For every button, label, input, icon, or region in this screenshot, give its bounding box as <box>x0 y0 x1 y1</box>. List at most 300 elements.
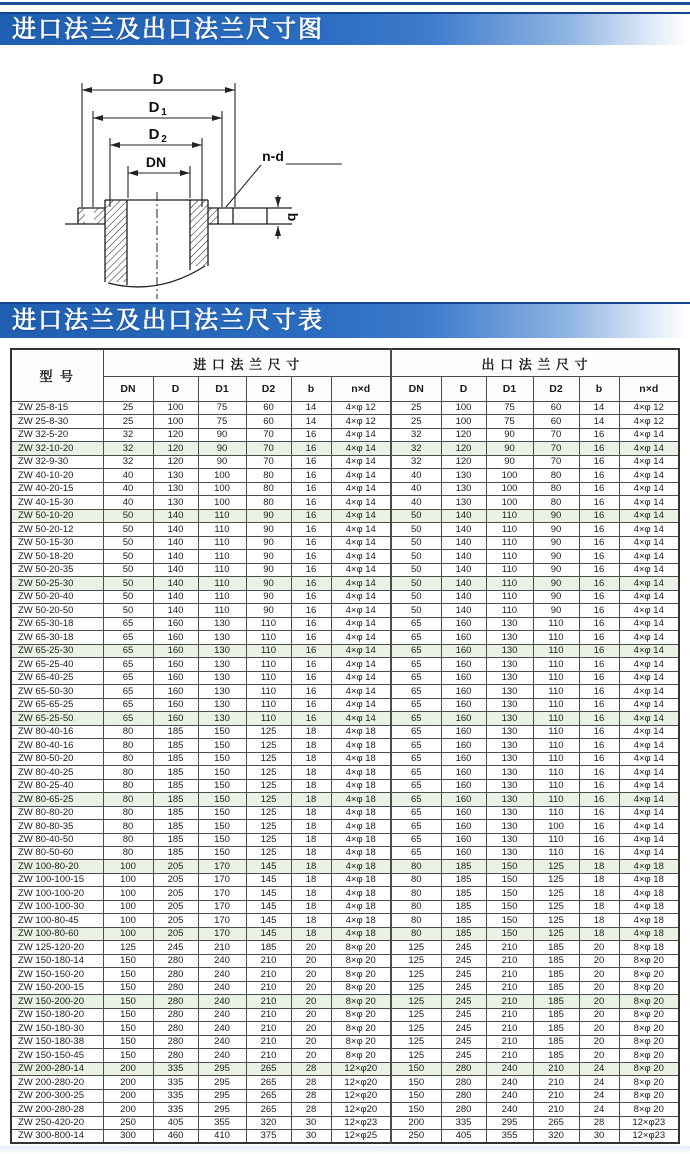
cell-value: 4×φ 14 <box>619 833 679 846</box>
cell-model: ZW 80-80-35 <box>11 820 103 833</box>
table-row <box>11 1103 679 1116</box>
cell-value: 335 <box>153 1076 198 1089</box>
cell-value: 185 <box>533 995 579 1008</box>
cell-value: 16 <box>291 644 331 657</box>
cell-model: ZW 80-80-20 <box>11 806 103 819</box>
cell-value: 210 <box>486 1022 533 1035</box>
cell-value: 110 <box>533 685 579 698</box>
dim-label-D2-sub: 2 <box>161 134 167 145</box>
cell-value: 110 <box>533 766 579 779</box>
cell-value: 125 <box>533 860 579 873</box>
cell-value: 28 <box>291 1089 331 1102</box>
cell-value: 20 <box>579 995 619 1008</box>
cell-value: 150 <box>198 833 246 846</box>
header-inlet-d2: D2 <box>246 377 291 402</box>
cell-value: 4×φ 14 <box>619 793 679 806</box>
cell-value: 4×φ 14 <box>619 658 679 671</box>
cell-value: 4×φ 14 <box>619 590 679 603</box>
cell-value: 80 <box>246 482 291 495</box>
cell-value: 80 <box>533 469 579 482</box>
cell-value: 90 <box>246 523 291 536</box>
cell-value: 125 <box>246 752 291 765</box>
cell-model: ZW 150-150-45 <box>11 1049 103 1062</box>
cell-value: 100 <box>103 873 153 886</box>
cell-value: 150 <box>198 793 246 806</box>
cell-value: 18 <box>291 739 331 752</box>
cell-value: 140 <box>153 536 198 549</box>
cell-value: 185 <box>153 806 198 819</box>
cell-value: 150 <box>103 981 153 994</box>
cell-value: 110 <box>533 793 579 806</box>
cell-model: ZW 50-10-20 <box>11 509 103 522</box>
cell-value: 335 <box>441 1116 486 1129</box>
cell-value: 110 <box>533 658 579 671</box>
cell-value: 65 <box>103 712 153 725</box>
cell-value: 335 <box>153 1089 198 1102</box>
cell-value: 50 <box>391 604 441 617</box>
cell-model: ZW 100-100-20 <box>11 887 103 900</box>
cell-value: 130 <box>198 617 246 630</box>
cell-value: 50 <box>103 523 153 536</box>
cell-value: 110 <box>533 739 579 752</box>
diagram-title: 进口法兰及出口法兰尺寸图 <box>12 15 324 43</box>
cell-value: 280 <box>153 981 198 994</box>
cell-value: 185 <box>533 941 579 954</box>
cell-value: 185 <box>246 941 291 954</box>
cell-value: 210 <box>486 995 533 1008</box>
cell-value: 40 <box>103 496 153 509</box>
cell-value: 8×φ 20 <box>619 981 679 994</box>
cell-value: 125 <box>391 954 441 967</box>
cell-value: 4×φ 14 <box>331 658 391 671</box>
cell-model: ZW 32-10-20 <box>11 442 103 455</box>
table-row <box>11 981 679 994</box>
cell-value: 25 <box>103 415 153 428</box>
cell-value: 70 <box>533 442 579 455</box>
cell-value: 20 <box>291 968 331 981</box>
header-inlet-d1: D1 <box>198 377 246 402</box>
cell-value: 160 <box>441 766 486 779</box>
cell-value: 90 <box>246 563 291 576</box>
cell-value: 65 <box>391 833 441 846</box>
cell-value: 210 <box>246 981 291 994</box>
cell-value: 150 <box>198 846 246 859</box>
table-row <box>11 793 679 806</box>
cell-value: 8×φ 20 <box>331 1049 391 1062</box>
cell-value: 16 <box>579 833 619 846</box>
cell-value: 80 <box>103 725 153 738</box>
cell-value: 16 <box>579 820 619 833</box>
cell-value: 110 <box>246 631 291 644</box>
cell-value: 25 <box>391 402 441 415</box>
cell-value: 245 <box>153 941 198 954</box>
cell-value: 50 <box>391 509 441 522</box>
cell-value: 150 <box>103 1035 153 1048</box>
cell-value: 4×φ 18 <box>331 873 391 886</box>
table-row <box>11 914 679 927</box>
cell-value: 50 <box>103 509 153 522</box>
cell-value: 4×φ 18 <box>331 806 391 819</box>
cell-value: 145 <box>246 900 291 913</box>
cell-value: 300 <box>103 1130 153 1143</box>
cell-value: 335 <box>153 1062 198 1075</box>
cell-value: 120 <box>153 428 198 441</box>
cell-value: 20 <box>579 1008 619 1021</box>
cell-value: 4×φ 14 <box>331 428 391 441</box>
cell-value: 160 <box>153 631 198 644</box>
cell-value: 90 <box>486 442 533 455</box>
cell-value: 200 <box>103 1103 153 1116</box>
cell-value: 150 <box>486 860 533 873</box>
cell-value: 75 <box>198 402 246 415</box>
cell-value: 205 <box>153 887 198 900</box>
cell-value: 4×φ 18 <box>331 779 391 792</box>
cell-value: 110 <box>533 779 579 792</box>
cell-value: 80 <box>103 766 153 779</box>
cell-value: 245 <box>441 1049 486 1062</box>
cell-value: 4×φ 18 <box>331 752 391 765</box>
cell-value: 28 <box>291 1076 331 1089</box>
header-model: 型 号 <box>11 349 103 402</box>
cell-value: 80 <box>391 914 441 927</box>
cell-model: ZW 50-18-20 <box>11 550 103 563</box>
table-row <box>11 644 679 657</box>
cell-value: 65 <box>391 752 441 765</box>
cell-value: 16 <box>291 482 331 495</box>
cell-model: ZW 150-180-38 <box>11 1035 103 1048</box>
cell-value: 170 <box>198 887 246 900</box>
cell-value: 65 <box>103 631 153 644</box>
cell-value: 125 <box>391 968 441 981</box>
cell-value: 65 <box>103 671 153 684</box>
cell-value: 16 <box>579 590 619 603</box>
cell-value: 110 <box>533 644 579 657</box>
cell-value: 140 <box>153 590 198 603</box>
cell-value: 8×φ 20 <box>619 1022 679 1035</box>
cell-model: ZW 65-65-25 <box>11 698 103 711</box>
cell-value: 14 <box>291 415 331 428</box>
cell-value: 16 <box>579 752 619 765</box>
cell-model: ZW 80-40-16 <box>11 725 103 738</box>
cell-value: 130 <box>486 793 533 806</box>
cell-value: 130 <box>198 658 246 671</box>
cell-value: 140 <box>153 604 198 617</box>
cell-value: 90 <box>533 577 579 590</box>
cell-value: 145 <box>246 927 291 940</box>
cell-value: 65 <box>103 698 153 711</box>
cell-value: 110 <box>533 631 579 644</box>
cell-value: 32 <box>391 442 441 455</box>
table-row <box>11 941 679 954</box>
cell-value: 100 <box>441 402 486 415</box>
cell-value: 150 <box>103 968 153 981</box>
table-row <box>11 860 679 873</box>
cell-model: ZW 50-25-30 <box>11 577 103 590</box>
cell-value: 12×φ20 <box>331 1062 391 1075</box>
table-body <box>11 402 679 1144</box>
cell-value: 4×φ 14 <box>331 482 391 495</box>
cell-value: 4×φ 14 <box>619 739 679 752</box>
cell-value: 4×φ 14 <box>619 671 679 684</box>
cell-value: 28 <box>291 1062 331 1075</box>
cell-value: 130 <box>441 469 486 482</box>
cell-value: 110 <box>246 685 291 698</box>
cell-value: 145 <box>246 887 291 900</box>
cell-value: 20 <box>579 1035 619 1048</box>
cell-value: 4×φ 14 <box>619 536 679 549</box>
cell-value: 210 <box>246 954 291 967</box>
cell-value: 65 <box>103 658 153 671</box>
cell-model: ZW 32-9-30 <box>11 455 103 468</box>
cell-value: 100 <box>441 415 486 428</box>
cell-value: 16 <box>579 806 619 819</box>
cell-value: 50 <box>391 523 441 536</box>
cell-model: ZW 40-15-30 <box>11 496 103 509</box>
cell-value: 295 <box>198 1076 246 1089</box>
cell-value: 8×φ 20 <box>619 995 679 1008</box>
cell-value: 65 <box>391 846 441 859</box>
cell-value: 75 <box>486 402 533 415</box>
cell-value: 80 <box>391 873 441 886</box>
cell-model: ZW 80-25-40 <box>11 779 103 792</box>
cell-value: 16 <box>579 455 619 468</box>
cell-value: 4×φ 18 <box>331 887 391 900</box>
cell-value: 18 <box>291 820 331 833</box>
cell-value: 90 <box>486 428 533 441</box>
cell-value: 4×φ 14 <box>619 469 679 482</box>
cell-model: ZW 150-200-15 <box>11 981 103 994</box>
cell-value: 30 <box>579 1130 619 1143</box>
cell-value: 150 <box>198 820 246 833</box>
cell-value: 240 <box>198 1008 246 1021</box>
header-inlet-nxd: n×d <box>331 377 391 402</box>
cell-value: 4×φ 14 <box>331 442 391 455</box>
cell-value: 4×φ 14 <box>331 550 391 563</box>
cell-value: 280 <box>441 1062 486 1075</box>
cell-value: 4×φ 14 <box>619 617 679 630</box>
cell-value: 210 <box>486 1035 533 1048</box>
cell-value: 4×φ 14 <box>331 631 391 644</box>
table-row <box>11 712 679 725</box>
cell-value: 125 <box>246 846 291 859</box>
table-row <box>11 1076 679 1089</box>
cell-value: 150 <box>103 1008 153 1021</box>
cell-value: 32 <box>391 428 441 441</box>
cell-value: 70 <box>246 455 291 468</box>
cell-value: 18 <box>291 766 331 779</box>
cell-value: 65 <box>103 617 153 630</box>
cell-value: 70 <box>246 442 291 455</box>
cell-value: 16 <box>579 712 619 725</box>
cell-model: ZW 65-40-25 <box>11 671 103 684</box>
cell-value: 16 <box>579 793 619 806</box>
cell-value: 110 <box>533 712 579 725</box>
cell-value: 16 <box>579 846 619 859</box>
cell-value: 185 <box>153 793 198 806</box>
cell-value: 60 <box>533 415 579 428</box>
page-bottom-fade <box>0 1146 690 1154</box>
cell-value: 16 <box>579 428 619 441</box>
cell-value: 16 <box>579 469 619 482</box>
cell-value: 170 <box>198 914 246 927</box>
cell-value: 14 <box>291 402 331 415</box>
cell-value: 185 <box>441 860 486 873</box>
cell-value: 185 <box>153 833 198 846</box>
cell-value: 75 <box>198 415 246 428</box>
cell-value: 16 <box>579 509 619 522</box>
cell-value: 12×φ23 <box>619 1116 679 1129</box>
cell-value: 8×φ 18 <box>619 941 679 954</box>
cell-value: 100 <box>103 887 153 900</box>
cell-value: 125 <box>246 793 291 806</box>
cell-model: ZW 100-80-45 <box>11 914 103 927</box>
table-row <box>11 1062 679 1075</box>
cell-value: 240 <box>198 954 246 967</box>
table-row <box>11 725 679 738</box>
table-row <box>11 887 679 900</box>
cell-value: 130 <box>486 712 533 725</box>
cell-value: 110 <box>198 523 246 536</box>
header-outlet-d: D <box>441 377 486 402</box>
table-row <box>11 739 679 752</box>
cell-value: 280 <box>441 1089 486 1102</box>
table-row <box>11 509 679 522</box>
cell-value: 125 <box>246 739 291 752</box>
cell-value: 8×φ 20 <box>619 1103 679 1116</box>
cell-value: 70 <box>533 455 579 468</box>
cell-value: 205 <box>153 860 198 873</box>
cell-value: 185 <box>153 766 198 779</box>
cell-value: 80 <box>391 860 441 873</box>
cell-value: 100 <box>198 469 246 482</box>
cell-value: 80 <box>103 739 153 752</box>
cell-value: 16 <box>579 739 619 752</box>
cell-model: ZW 100-100-15 <box>11 873 103 886</box>
cell-value: 110 <box>198 536 246 549</box>
cell-value: 65 <box>391 779 441 792</box>
cell-value: 4×φ 18 <box>331 833 391 846</box>
cell-value: 12×φ20 <box>331 1089 391 1102</box>
cell-value: 110 <box>198 577 246 590</box>
cell-value: 4×φ 14 <box>619 631 679 644</box>
cell-value: 20 <box>291 1008 331 1021</box>
cell-value: 16 <box>291 428 331 441</box>
cell-value: 4×φ 14 <box>619 644 679 657</box>
cell-value: 16 <box>579 550 619 563</box>
cell-value: 130 <box>486 671 533 684</box>
cell-model: ZW 50-20-12 <box>11 523 103 536</box>
cell-value: 130 <box>486 820 533 833</box>
cell-value: 4×φ 14 <box>331 604 391 617</box>
cell-value: 140 <box>441 550 486 563</box>
cell-model: ZW 150-200-20 <box>11 995 103 1008</box>
cell-value: 32 <box>391 455 441 468</box>
cell-value: 4×φ 12 <box>331 402 391 415</box>
cell-value: 130 <box>153 496 198 509</box>
cell-value: 150 <box>391 1062 441 1075</box>
cell-value: 160 <box>153 617 198 630</box>
cell-model: ZW 300-800-14 <box>11 1130 103 1143</box>
cell-value: 4×φ 14 <box>619 752 679 765</box>
flange-diagram <box>30 57 375 302</box>
table-row <box>11 900 679 913</box>
table-row <box>11 846 679 859</box>
cell-value: 40 <box>391 482 441 495</box>
cell-value: 245 <box>441 995 486 1008</box>
cell-value: 90 <box>533 563 579 576</box>
cell-value: 140 <box>153 523 198 536</box>
cell-value: 100 <box>103 927 153 940</box>
cell-value: 4×φ 12 <box>331 415 391 428</box>
cell-value: 12×φ20 <box>331 1076 391 1089</box>
cell-value: 110 <box>533 698 579 711</box>
cell-value: 160 <box>441 820 486 833</box>
cell-value: 16 <box>291 590 331 603</box>
cell-value: 140 <box>441 590 486 603</box>
cell-value: 16 <box>291 685 331 698</box>
table-row <box>11 954 679 967</box>
cell-value: 4×φ 18 <box>331 766 391 779</box>
cell-value: 25 <box>103 402 153 415</box>
cell-value: 16 <box>291 631 331 644</box>
cell-value: 110 <box>246 698 291 711</box>
cell-value: 240 <box>198 1049 246 1062</box>
cell-value: 185 <box>153 779 198 792</box>
cell-value: 16 <box>579 577 619 590</box>
cell-value: 8×φ 20 <box>331 1008 391 1021</box>
cell-value: 80 <box>533 496 579 509</box>
cell-value: 210 <box>486 954 533 967</box>
cell-value: 90 <box>246 536 291 549</box>
cell-value: 375 <box>246 1130 291 1143</box>
header-outlet-dn: DN <box>391 377 441 402</box>
cell-value: 18 <box>579 900 619 913</box>
cell-value: 110 <box>533 752 579 765</box>
cell-value: 125 <box>103 941 153 954</box>
cell-value: 4×φ 14 <box>619 820 679 833</box>
cell-value: 16 <box>579 644 619 657</box>
cell-value: 4×φ 14 <box>619 509 679 522</box>
cell-value: 8×φ 20 <box>619 1035 679 1048</box>
cell-value: 130 <box>486 766 533 779</box>
cell-value: 65 <box>391 739 441 752</box>
cell-value: 4×φ 14 <box>619 496 679 509</box>
cell-value: 8×φ 20 <box>331 954 391 967</box>
cell-value: 16 <box>579 698 619 711</box>
table-row <box>11 617 679 630</box>
cell-value: 240 <box>198 1035 246 1048</box>
cell-value: 90 <box>533 550 579 563</box>
cell-value: 20 <box>579 981 619 994</box>
cell-value: 280 <box>153 954 198 967</box>
cell-value: 30 <box>291 1130 331 1143</box>
cell-value: 110 <box>533 846 579 859</box>
diagram-title-bar <box>0 12 690 45</box>
cell-value: 130 <box>153 482 198 495</box>
cell-value: 4×φ 18 <box>331 846 391 859</box>
cell-value: 4×φ 14 <box>619 550 679 563</box>
cell-model: ZW 65-50-30 <box>11 685 103 698</box>
cell-value: 130 <box>486 846 533 859</box>
cell-value: 130 <box>486 658 533 671</box>
cell-value: 4×φ 14 <box>619 482 679 495</box>
cell-value: 125 <box>246 725 291 738</box>
cell-value: 4×φ 14 <box>619 442 679 455</box>
cell-value: 185 <box>441 887 486 900</box>
cell-value: 265 <box>246 1103 291 1116</box>
cell-value: 150 <box>198 752 246 765</box>
cell-value: 50 <box>103 563 153 576</box>
